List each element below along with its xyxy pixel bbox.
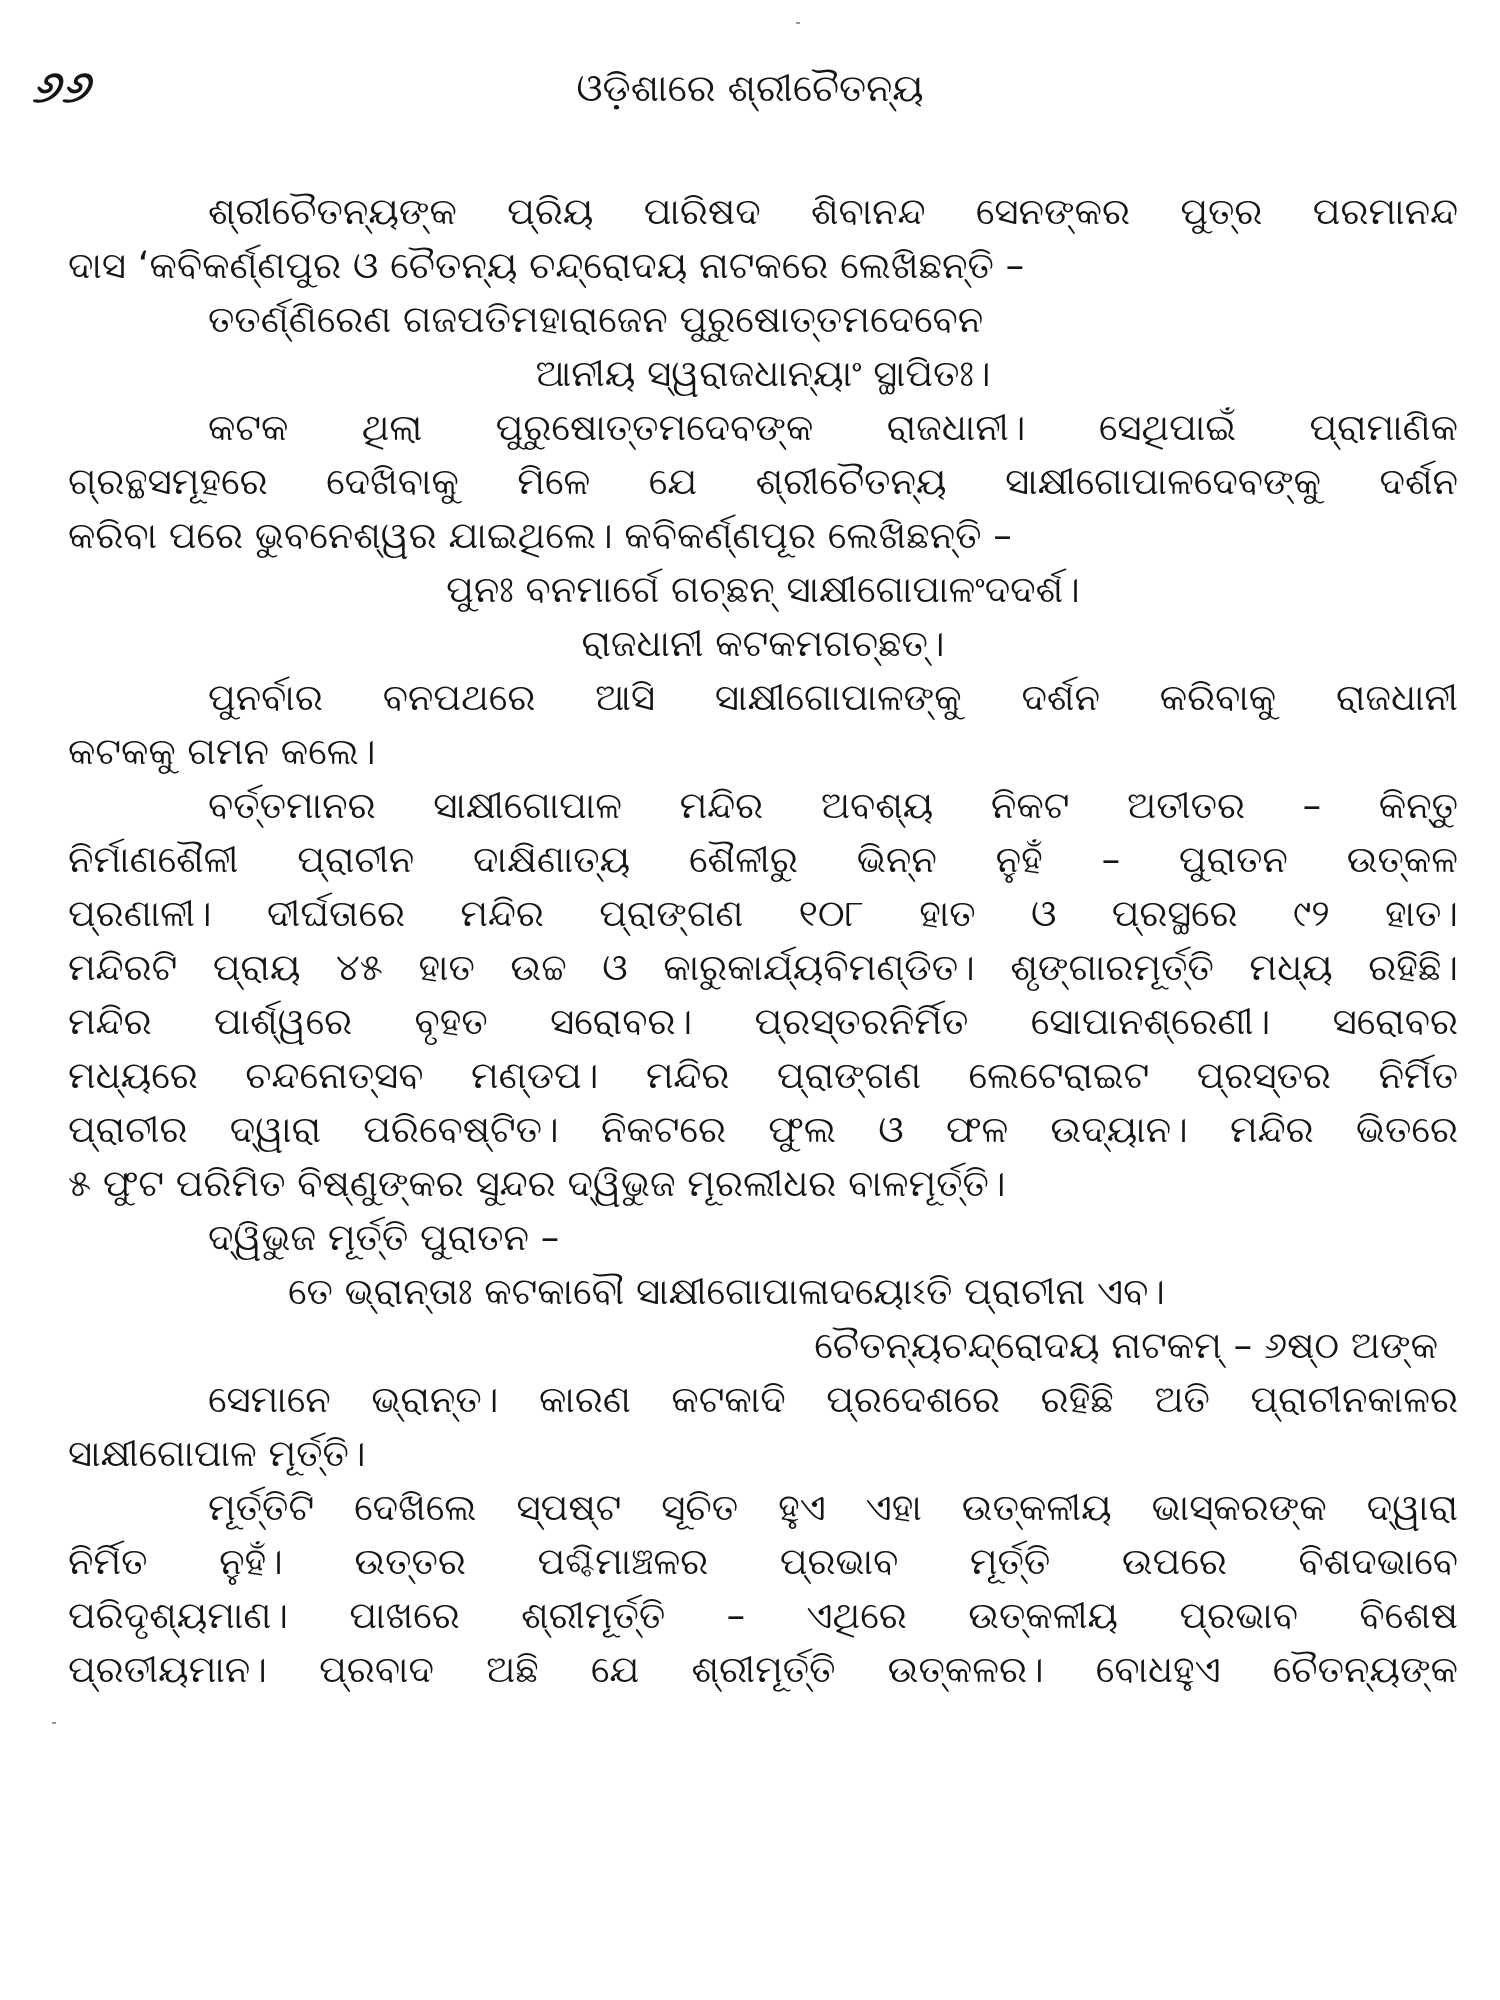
paragraph-line: ପରିଦୃଶ୍ୟମାଣ। ପାଖରେ ଶ୍ରୀମୂର୍ତ୍ତି – ଏଥିରେ ଉତ୍କଳୀୟ ପ୍ରଭାବ ବିଶେଷ: [68, 1594, 1458, 1637]
paragraph-line: ଶ୍ରୀଚୈତନ୍ୟଙ୍କ ପ୍ରିୟ ପାରିଷଦ ଶିବାନନ୍ଦ ସେନଙ୍କର ପୁତ୍ର ପରମାନନ୍ଦ: [208, 190, 1458, 233]
sanskrit-verse-line: ତତର୍ଣ୍ଣିରେଣ ଗଜପତିମହାରାଜେନ ପୁରୁଷୋତ୍ତମଦେବେନ: [208, 298, 984, 341]
paragraph-line: ବର୍ତ୍ତମାନର ସାକ୍ଷୀଗୋପାଳ ମନ୍ଦିର ଅବଶ୍ୟ ନିକଟ ଅତୀତର – କିନ୍ତୁ: [208, 784, 1458, 827]
paragraph-line: କଟକ ଥିଲା ପୁରୁଷୋତ୍ତମଦେବଙ୍କ ରାଜଧାନୀ। ସେଥିପାଇଁ ପ୍ରାମାଣିକ: [208, 406, 1458, 449]
sanskrit-verse-line: ରାଜଧାନୀ କଟକମଗଚ୍ଛତ୍।: [581, 622, 945, 665]
page-number: ୬୬: [32, 62, 92, 113]
paragraph-line: ଦ୍ୱିଭୁଜ ମୂର୍ତ୍ତି ପୁରାତନ –: [208, 1216, 560, 1259]
paragraph-line: ପ୍ରତୀୟମାନ। ପ୍ରବାଦ ଅଛି ଯେ ଶ୍ରୀମୂର୍ତ୍ତି ଉତ୍କଳର। ବୋଧହୁଏ ଚୈତନ୍ୟଙ୍କ: [68, 1648, 1458, 1691]
paragraph-line: ୫ ଫୁଟ ପରିମିତ ବିଷ୍ଣୁଙ୍କର ସୁନ୍ଦର ଦ୍ୱିଭୁଜ ମୂରଲୀଧର ବାଳମୂର୍ତ୍ତି।: [68, 1162, 1006, 1205]
paragraph-line: ମନ୍ଦିର ପାର୍ଶ୍ୱରେ ବୃହତ ସରୋବର। ପ୍ରସ୍ତରନିର୍ମିତ ସୋପାନଶ୍ରେଣୀ। ସରୋବର: [68, 1000, 1458, 1043]
sanskrit-verse-line: ତେ ଭ୍ରାନ୍ତାଃ କଟକାବୌ ସାକ୍ଷୀଗୋପାଳାଦୟୋଽତି ପ୍ରାଚୀନା ଏବ।: [288, 1270, 1165, 1313]
verse-citation: ଚୈତନ୍ୟଚନ୍ଦ୍ରୋଦୟ ନାଟକମ୍ – ୬ଷ୍ଠ ଅଙ୍କ: [814, 1324, 1438, 1367]
paragraph-line: ପ୍ରାଚୀର ଦ୍ୱାରା ପରିବେଷ୍ଟିତ। ନିକଟରେ ଫୁଲ ଓ ଫଳ ଉଦ୍ୟାନ। ମନ୍ଦିର ଭିତରେ: [68, 1108, 1458, 1151]
paragraph-line: ସେମାନେ ଭ୍ରାନ୍ତ। କାରଣ କଟକାଦି ପ୍ରଦେଶରେ ରହିଛି ଅତି ପ୍ରାଚୀନକାଳର: [208, 1378, 1458, 1421]
running-title: ଓଡ଼ିଶାରେ ଶ୍ରୀଚୈତନ୍ୟ: [576, 66, 924, 110]
paragraph-line: ଦାସ ‘କବିକର୍ଣ୍ଣପୁର ଓ ଚୈତନ୍ୟ ଚନ୍ଦ୍ରୋଦୟ ନାଟକରେ ଲେଖିଛନ୍ତି –: [68, 244, 1025, 287]
paragraph-line: ପୁନର୍ବାର ବନପଥରେ ଆସି ସାକ୍ଷୀଗୋପାଳଙ୍କୁ ଦର୍ଶନ କରିବାକୁ ରାଜଧାନୀ: [208, 676, 1458, 719]
sanskrit-verse-line: ଆନୀୟ ସ୍ୱରାଜଧାନ୍ୟାଂ ସ୍ଥାପିତଃ।: [535, 352, 991, 395]
paragraph-line: ପ୍ରଣାଳୀ। ଦୀର୍ଘତାରେ ମନ୍ଦିର ପ୍ରାଙ୍ଗଣ ୧୦୮ ହାତ ଓ ପ୍ରସ୍ଥରେ ୯୨ ହାତ।: [68, 892, 1458, 935]
page-header: [0, 62, 1500, 132]
body-text: [68, 185, 1458, 1697]
paragraph-line: କରିବା ପରେ ଭୁବନେଶ୍ୱର ଯାଇଥିଲେ। କବିକର୍ଣ୍ଣପୂର ଲେଖିଛନ୍ତି –: [68, 514, 1012, 557]
paragraph-line: ନିର୍ମିତ ନୁହଁ। ଉତ୍ତର ପଶ୍ଚିମାଞ୍ଚଳର ପ୍ରଭାବ ମୂର୍ତ୍ତି ଉପରେ ବିଶଦଭାବେ: [68, 1540, 1458, 1583]
paragraph-line: ନିର୍ମାଣଶୈଳୀ ପ୍ରାଚୀନ ଦାକ୍ଷିଣାତ୍ୟ ଶୈଳୀରୁ ଭିନ୍ନ ନୁହଁ – ପୁରାତନ ଉତ୍କଳ: [68, 838, 1458, 881]
paragraph-line: ମଧ୍ୟରେ ଚନ୍ଦନୋତ୍ସବ ମଣ୍ଡପ। ମନ୍ଦିର ପ୍ରାଙ୍ଗଣ ଲେଟେରାଇଟ ପ୍ରସ୍ତର ନିର୍ମିତ: [68, 1054, 1458, 1097]
sanskrit-verse-line: ପୁନଃ ବନମାର୍ଗେ ଗଚ୍ଛନ୍ ସାକ୍ଷୀଗୋପାଳଂଦଦର୍ଶ।: [446, 568, 1080, 611]
paragraph-line: ଗ୍ରନ୍ଥସମୂହରେ ଦେଖିବାକୁ ମିଳେ ଯେ ଶ୍ରୀଚୈତନ୍ୟ ସାକ୍ଷୀଗୋପାଳଦେବଙ୍କୁ ଦର୍ଶନ: [68, 460, 1458, 503]
scan-speck: [52, 1722, 56, 1724]
scan-speck: [796, 22, 800, 24]
paragraph-line: ମନ୍ଦିରଟି ପ୍ରାୟ ୪୫ ହାତ ଉଚ୍ଚ ଓ କାରୁକାର୍ଯ୍ୟବିମଣ୍ଡିତ। ଶୃଙ୍ଗାରମୂର୍ତ୍ତି ମଧ୍ୟ ରହିଛି।: [68, 946, 1458, 989]
paragraph-line: ସାକ୍ଷୀଗୋପାଳ ମୂର୍ତ୍ତି।: [68, 1432, 366, 1475]
paragraph-line: କଟକକୁ ଗମନ କଲେ।: [68, 730, 376, 773]
paragraph-line: ମୂର୍ତ୍ତିଟି ଦେଖିଲେ ସ୍ପଷ୍ଟ ସୂଚିତ ହୁଏ ଏହା ଉତ୍କଳୀୟ ଭାସ୍କରଙ୍କ ଦ୍ୱାରା: [208, 1486, 1458, 1529]
